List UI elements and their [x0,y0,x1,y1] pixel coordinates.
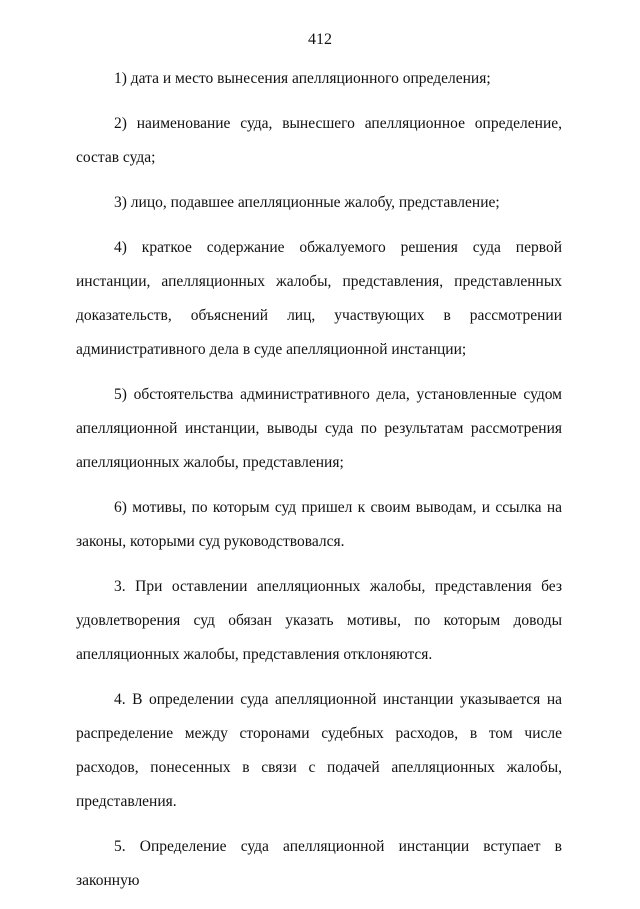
paragraph-item-5: 5) обстоятельства административного дела, установленные судом апелляционной инстанции, выводы суда по результатам рассмотрения апелляционных жалобы, представления; [76,386,562,471]
paragraph-item-4: 4) краткое содержание обжалуемого решения суда первой инстанции, апелляционных жалобы, представления, представленных доказательств, объяснений лиц, участвующих в рассмотрении административного дела в суде апелляционной инстанции; [76,239,562,358]
paragraph-clause-5: 5. Определение суда апелляционной инстанции вступает в законную [76,838,562,889]
paragraph-clause-3: 3. При оставлении апелляционных жалобы, представления без удовлетворения суд обязан указать мотивы, по которым доводы апелляционных жалобы, представления отклоняются. [76,578,562,663]
paragraph-clause-4: 4. В определении суда апелляционной инстанции указывается на распределение между сторонами судебных расходов, в том числе расходов, понесенных в связи с подачей апелляционных жалобы, представления. [76,691,562,810]
page-number: 412 [308,31,332,48]
paragraph-item-1: 1) дата и место вынесения апелляционного определения; [114,70,491,87]
paragraph-item-3: 3) лицо, подавшее апелляционные жалобу, представление; [114,194,500,211]
paragraph-item-6: 6) мотивы, по которым суд пришел к своим выводам, и ссылка на законы, которыми суд руководствовался. [76,499,562,550]
paragraph-item-2: 2) наименование суда, вынесшего апелляционное определение, состав суда; [76,115,562,166]
document-body [76,62,562,909]
